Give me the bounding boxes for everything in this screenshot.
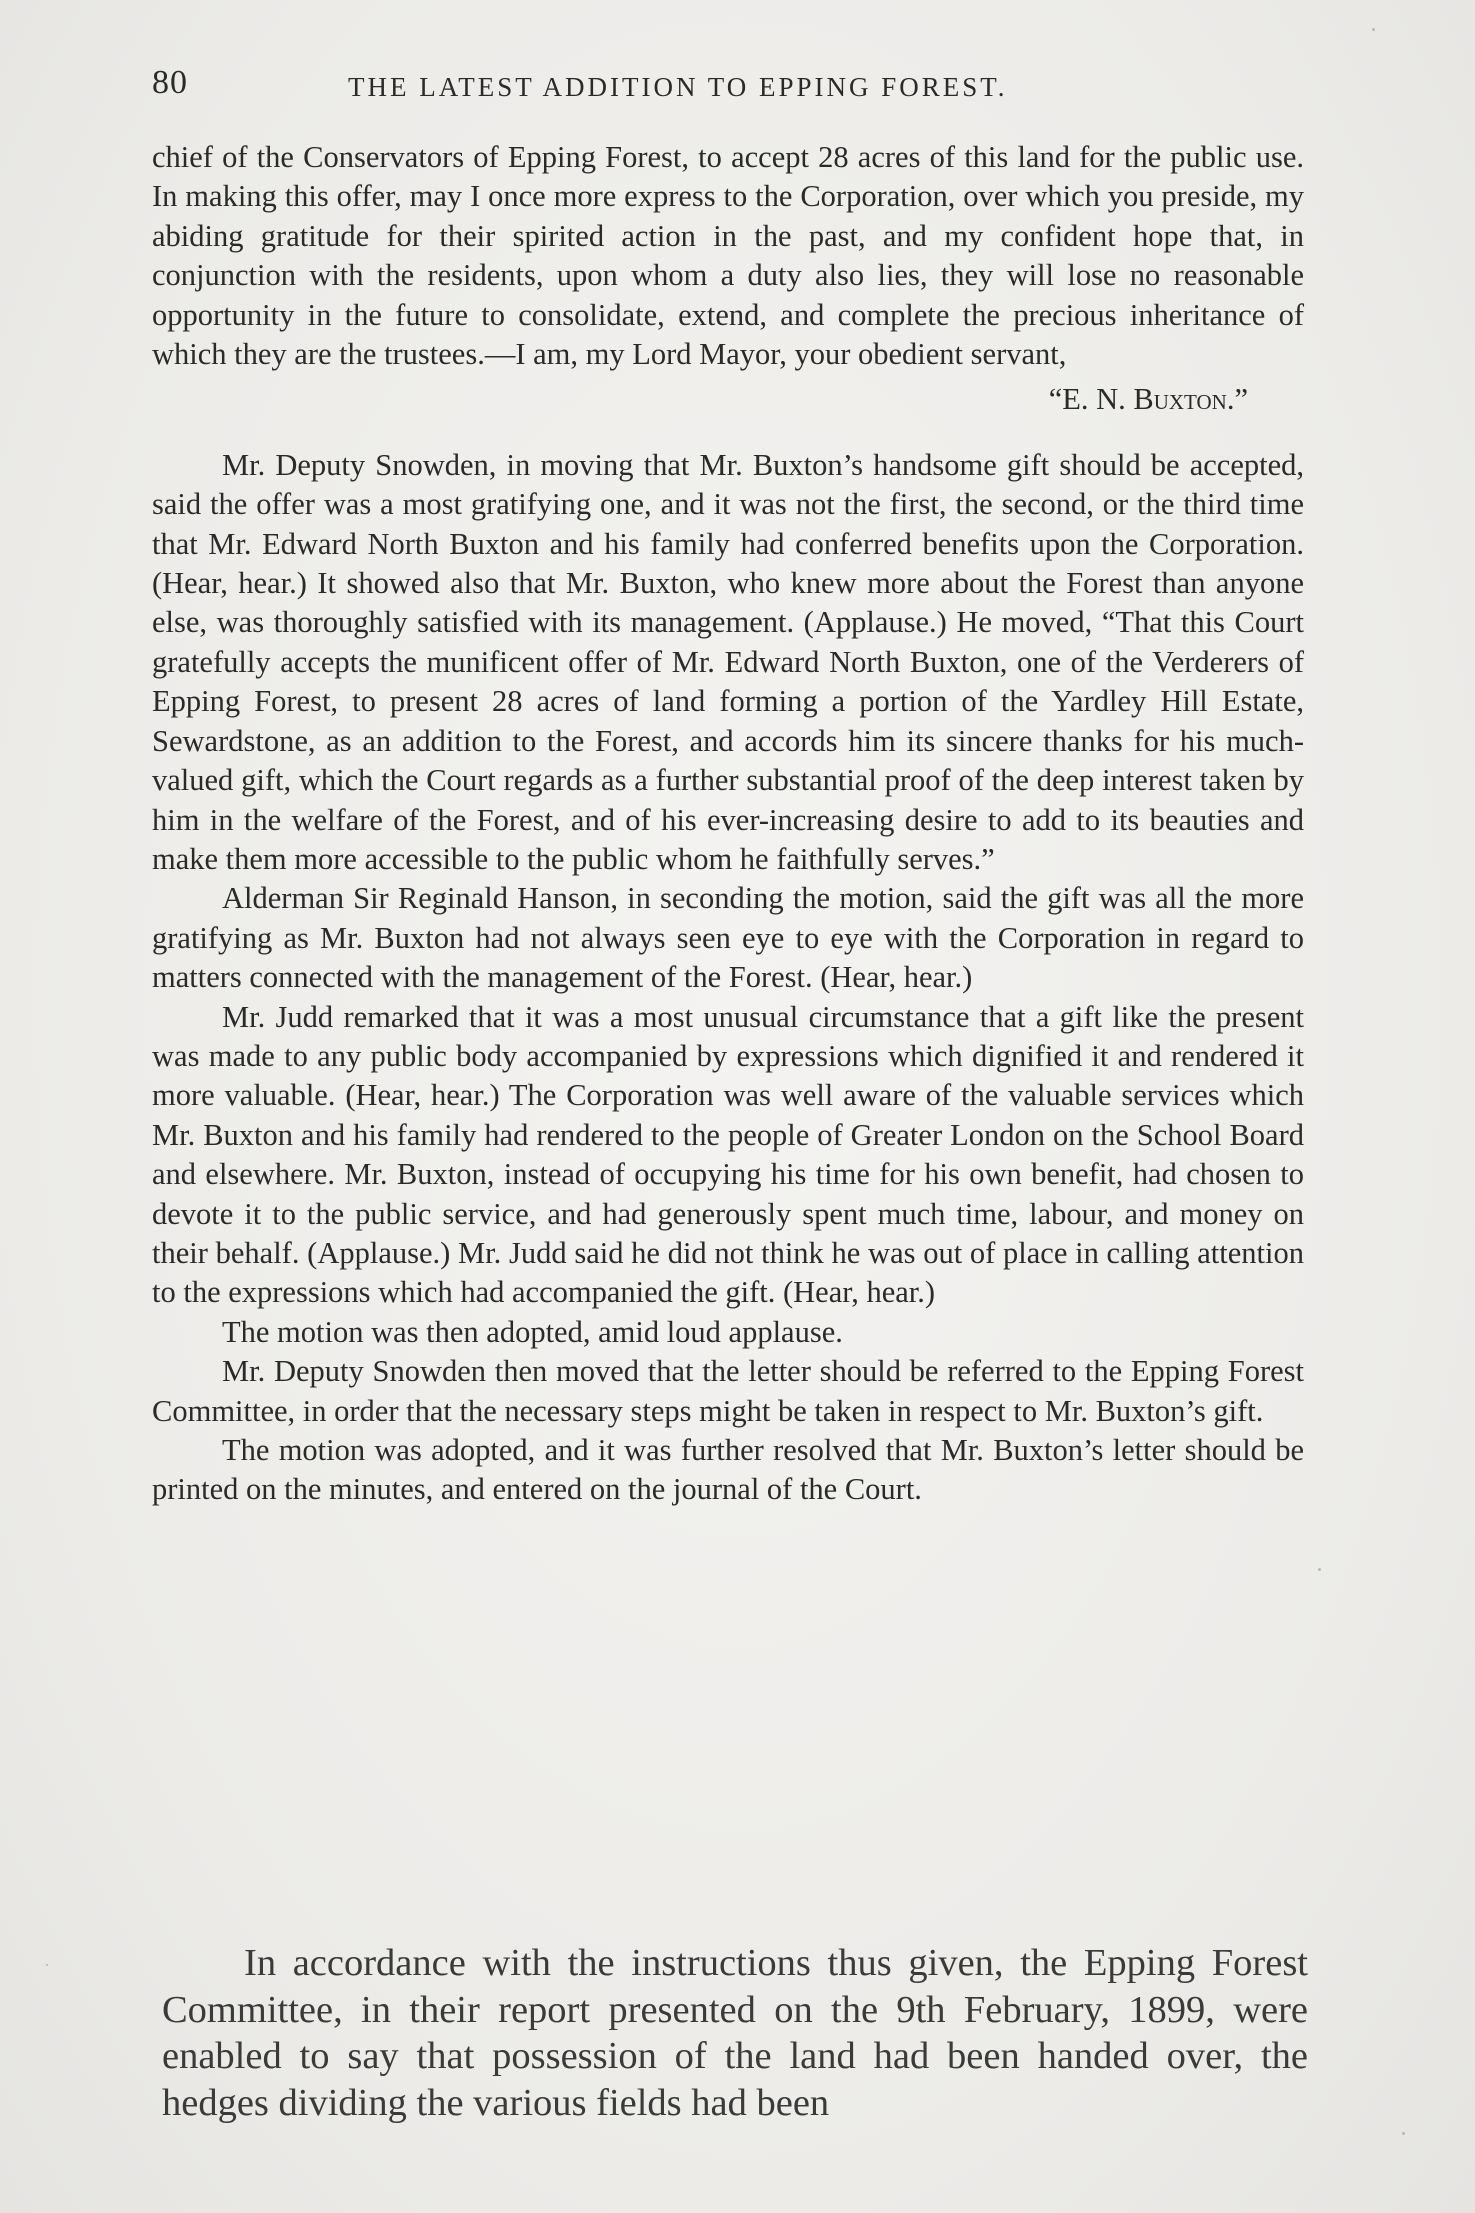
paper-speck — [1372, 28, 1375, 31]
snowden-motion-paragraph: Mr. Deputy Snowden, in moving that Mr. Buxton’s handsome gift should be accepted, said the offer was a most gratifying one, and it was not the first, the second, or the third time that Mr. Edward North Buxton and his family had conferred benefits upon the Corporation. (Hear, hear.) It showed also that Mr. Buxton, who knew more about the Forest than anyone else, was thoroughly satisfied with its management. (Applause.) He moved, “That this Court gratefully accepts the munificent offer of Mr. Edward North Buxton, one of the Verderers of Epping Forest, to present 28 acres of land forming a portion of the Yardley Hill Estate, Sewardstone, as an addition to the Forest, and accords him its sincere thanks for his much-valued gift, which the Court regards as a further substantial proof of the deep interest taken by him in the welfare of the Forest, and of his ever-increasing desire to add to its beauties and make them more accessible to the public whom he faithfully serves.” — [152, 447, 1304, 876]
paper-speck — [46, 1964, 48, 1966]
page-header — [152, 64, 1312, 112]
running-title: THE LATEST ADDITION TO EPPING FOREST. — [348, 72, 1008, 102]
motion-adopted-paragraph: The motion was then adopted, amid loud applause. — [222, 1314, 843, 1349]
resolution-paragraph: The motion was adopted, and it was further resolved that Mr. Buxton’s letter should be printed on the minutes, and entered on the journal of the Court. — [152, 1433, 1304, 1507]
paper-speck — [1318, 1568, 1321, 1571]
committee-report-paragraph: In accordance with the instructions thus given, the Epping Forest Committee, in their report presented on the 9th February, 1899, were enabled to say that possession of the land had been handed over, the hedges dividing the various fields had been — [162, 1942, 1308, 2124]
paper-speck — [1402, 2132, 1405, 2135]
referral-motion-paragraph: Mr. Deputy Snowden then moved that the letter should be referred to the Epping Forest Committee, in order that the necessary steps might be taken in respect to Mr. Buxton’s gift. — [152, 1354, 1304, 1428]
judd-remarks-paragraph: Mr. Judd remarked that it was a most unusual circumstance that a gift like the present was made to any public body accompanied by expressions which dignified it and rendered it more valuable. (Hear, hear.) The Corporation was well aware of the valuable services which Mr. Buxton and his family had rendered to the people of Greater London on the School Board and elsewhere. Mr. Buxton, instead of occupying his time for his own benefit, had chosen to devote it to the public service, and had generously spent much time, labour, and money on their behalf. (Applause.) Mr. Judd said he did not think he was out of place in calling attention to the expressions which had accompanied the gift. (Hear, hear.) — [152, 999, 1304, 1310]
hanson-seconding-paragraph: Alderman Sir Reginald Hanson, in seconding the motion, said the gift was all the more gratifying as Mr. Buxton had not always seen eye to eye with the Corporation in regard to matters connected with the management of the Forest. (Hear, hear.) — [152, 881, 1304, 995]
page-number: 80 — [152, 64, 188, 101]
letter-continuation-paragraph: chief of the Conservators of Epping Forest, to accept 28 acres of this land for the public use. In making this offer, may I once more express to the Corporation, over which you preside, my abiding gratitude for their spirited action in the past, and my confident hope that, in conjunction with the residents, upon whom a duty also lies, they will lose no reasonable opportunity in the future to consolidate, extend, and complete the precious inheritance of which they are the trustees.—I am, my Lord Mayor, your obedient servant, — [152, 140, 1304, 372]
letter-and-minutes-text — [152, 138, 1304, 1510]
narrative-text — [162, 1940, 1308, 2126]
letter-signature: “E. N. Buxton.” — [1048, 382, 1248, 417]
